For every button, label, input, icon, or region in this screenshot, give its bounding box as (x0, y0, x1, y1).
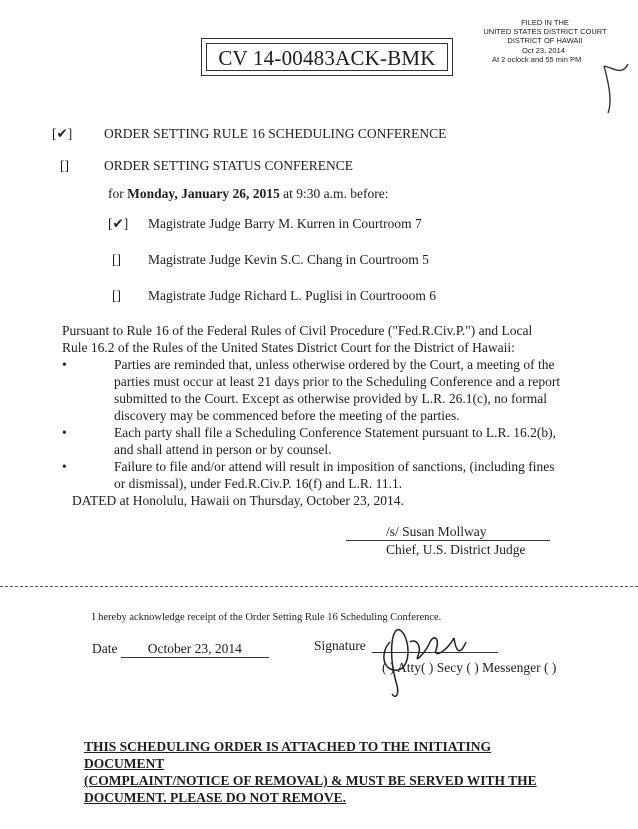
ack-roles[interactable]: ( ) Atty( ) Secy ( ) Messenger ( ) (382, 660, 557, 675)
intro-line: Rule 16.2 of the Rules of the United States District Court for the District of Hawaii: (62, 340, 515, 355)
bullet-item (62, 356, 622, 424)
bullet-line: parties must occur at least 21 days prior to the Scheduling Conference and a report (114, 374, 561, 389)
dated-line: DATED at Honolulu, Hawaii on Thursday, October 23, 2014. (72, 493, 404, 508)
bullet-dot: • (62, 357, 67, 372)
intro-paragraph (62, 322, 622, 356)
intro-line: Pursuant to Rule 16 of the Federal Rules of Civil Procedure ("Fed.R.Civ.P.") and Local (62, 323, 533, 338)
judge-option-puglisi[interactable] (112, 288, 436, 304)
acknowledgment-text: I hereby acknowledge receipt of the Order Setting Rule 16 Scheduling Conference. (92, 612, 442, 623)
date-field[interactable]: October 23, 2014 (121, 640, 269, 658)
bullet-item (62, 424, 622, 458)
bullet-line: and shall attend in person or by counsel. (114, 442, 332, 457)
bullet-line: discovery may be commenced before the meeting of the parties. (114, 408, 460, 423)
bullet-line: Each party shall file a Scheduling Conference Statement pursuant to L.R. 16.2(b), (114, 425, 556, 440)
case-number-box (201, 38, 453, 76)
filed-line: UNITED STATES DISTRICT COURT (483, 27, 607, 36)
checkbox-checked[interactable]: [✔] (108, 216, 129, 231)
checkbox-empty[interactable]: [] (60, 158, 69, 173)
bullet-line: or dismissal), under Fed.R.Civ.P. 16(f) and L.R. 11.1. (114, 476, 403, 491)
notice-line: DOCUMENT. PLEASE DO NOT REMOVE. (84, 790, 347, 805)
judge-option-kurren[interactable] (108, 216, 422, 232)
case-number: CV 14-00483ACK-BMK (206, 43, 448, 71)
judge-signature: /s/ Susan Mollway (346, 523, 550, 541)
judge-signature-block (346, 523, 546, 558)
judge-option-chang[interactable] (112, 252, 429, 268)
filed-date: Oct 23, 2014 (522, 46, 565, 55)
bullet-item (62, 458, 622, 492)
handwritten-signature (370, 612, 490, 702)
judge-label: Magistrate Judge Kevin S.C. Chang in Courtroom 5 (148, 252, 429, 267)
hearing-prefix: for (108, 186, 124, 201)
bullet-line: submitted to the Court. Except as otherwise provided by L.R. 26.1(c), no formal (114, 391, 548, 406)
notice-block (84, 738, 554, 806)
filed-line: FILED IN THE (521, 18, 569, 27)
bullet-dot: • (62, 425, 67, 440)
order-option-status[interactable] (60, 158, 354, 174)
tear-line (0, 586, 638, 587)
checkbox-empty[interactable]: [] (112, 288, 121, 303)
bullet-list (62, 356, 622, 492)
judge-title: Chief, U.S. District Judge (386, 542, 526, 557)
filed-line: DISTRICT OF HAWAII (507, 36, 583, 45)
ack-date-row (92, 640, 269, 658)
checkbox-empty[interactable]: [] (112, 252, 121, 267)
order-option-rule16[interactable] (52, 126, 447, 142)
judge-label: Magistrate Judge Barry M. Kurren in Courtroom 7 (148, 216, 422, 231)
filed-time: At 2 oclock and 55 min PM (492, 55, 582, 64)
hearing-date: Monday, January 26, 2015 (127, 186, 280, 201)
order-option-label: ORDER SETTING STATUS CONFERENCE (104, 158, 354, 173)
date-label: Date (92, 641, 118, 656)
signature-label: Signature (314, 638, 366, 653)
filed-stamp (470, 18, 620, 45)
judge-label: Magistrate Judge Richard L. Puglisi in Courtrooom 6 (148, 288, 436, 303)
bullet-line: Parties are reminded that, unless otherwise ordered by the Court, a meeting of the (114, 357, 555, 372)
checkbox-checked[interactable]: [✔] (52, 126, 73, 141)
hearing-time: at 9:30 a.m. before: (283, 186, 389, 201)
order-option-label: ORDER SETTING RULE 16 SCHEDULING CONFERENCE (104, 126, 447, 141)
clerk-initial-mark (600, 58, 630, 118)
hearing-line (108, 186, 389, 202)
notice-line: THIS SCHEDULING ORDER IS ATTACHED TO THE INITIATING DOCUMENT (84, 739, 491, 771)
bullet-line: Failure to file and/or attend will result in imposition of sanctions, (including fines (114, 459, 555, 474)
notice-line: (COMPLAINT/NOTICE OF REMOVAL) & MUST BE SERVED WITH THE (84, 773, 537, 788)
bullet-dot: • (62, 459, 67, 474)
